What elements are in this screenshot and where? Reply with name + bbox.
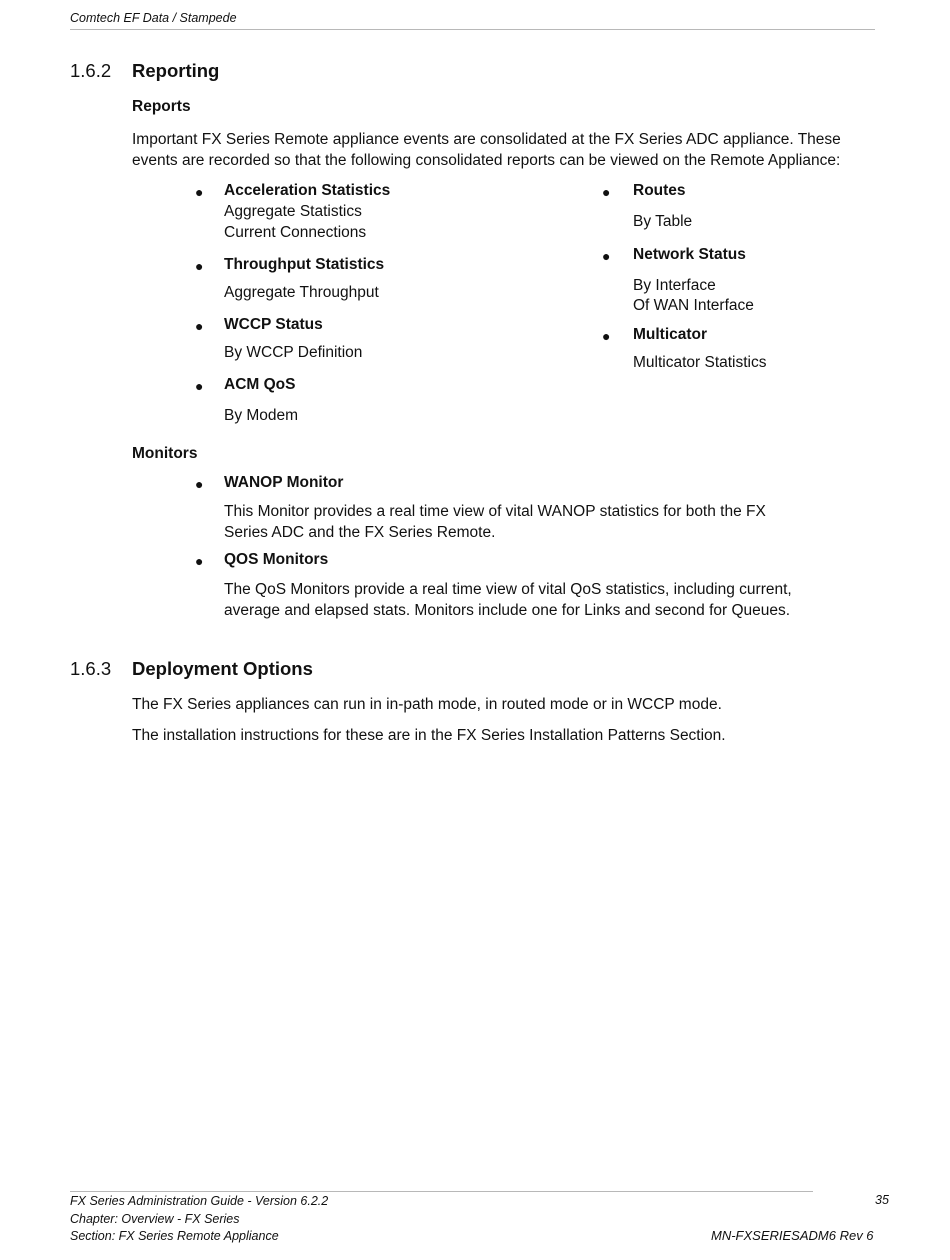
bullet-icon: ● — [195, 258, 204, 274]
page-number: 35 — [875, 1193, 889, 1207]
report-item: Aggregate Statistics — [224, 203, 362, 220]
report-item: By Modem — [224, 407, 299, 424]
report-item: By WCCP Definition — [224, 344, 363, 361]
footer-section: Section: FX Series Remote Appliance — [70, 1229, 279, 1243]
bullet-icon: ● — [602, 328, 611, 344]
report-title: Multicator — [633, 326, 708, 343]
monitor-description-line: The QoS Monitors provide a real time view of vital QoS statistics, including current, — [224, 581, 792, 598]
footer-guide: FX Series Administration Guide - Version 6.2.2 — [70, 1194, 329, 1208]
section-heading-deployment — [70, 658, 313, 680]
report-title: Network Status — [633, 246, 746, 263]
report-item: By Interface — [633, 277, 716, 294]
bullet-icon: ● — [195, 476, 204, 492]
document-id: MN-FXSERIESADM6 Rev 6 — [711, 1228, 874, 1243]
report-title: Throughput Statistics — [224, 256, 385, 273]
report-item: Current Connections — [224, 224, 367, 241]
bullet-icon: ● — [195, 378, 204, 394]
report-title: Routes — [633, 182, 686, 199]
reports-subheading: Reports — [132, 98, 191, 115]
monitor-description — [224, 501, 824, 543]
report-title: Acceleration Statistics — [224, 182, 391, 199]
page-header: Comtech EF Data / Stampede — [70, 11, 875, 30]
bullet-icon: ● — [195, 184, 204, 200]
footer-divider — [70, 1191, 813, 1192]
monitor-description-line: This Monitor provides a real time view of vital WANOP statistics for both the FX — [224, 503, 766, 520]
monitor-description — [224, 579, 824, 621]
report-item: Of WAN Interface — [633, 297, 754, 314]
report-item: By Table — [633, 213, 693, 230]
intro-line: events are recorded so that the following consolidated reports can be viewed on the Remote Appliance: — [132, 152, 841, 169]
report-item: Multicator Statistics — [633, 354, 767, 371]
section-heading-reporting — [70, 60, 219, 82]
intro-line: Important FX Series Remote appliance events are consolidated at the FX Series ADC appliance. These — [132, 131, 841, 148]
intro-paragraph — [132, 129, 872, 171]
section-number: 1.6.3 — [70, 658, 112, 679]
deployment-paragraph: The FX Series appliances can run in in-path mode, in routed mode or in WCCP mode. — [132, 696, 722, 713]
bullet-icon: ● — [195, 553, 204, 569]
monitor-description-line: Series ADC and the FX Series Remote. — [224, 524, 496, 541]
report-title: WCCP Status — [224, 316, 323, 333]
bullet-icon: ● — [195, 318, 204, 334]
report-item: Aggregate Throughput — [224, 284, 379, 301]
section-title: Reporting — [132, 60, 220, 81]
report-title: ACM QoS — [224, 376, 296, 393]
section-title: Deployment Options — [132, 658, 313, 679]
monitor-description-line: average and elapsed stats. Monitors include one for Links and second for Queues. — [224, 602, 791, 619]
monitor-title: QOS Monitors — [224, 551, 329, 568]
bullet-icon: ● — [602, 184, 611, 200]
section-number: 1.6.2 — [70, 60, 112, 81]
monitor-title: WANOP Monitor — [224, 474, 344, 491]
monitors-subheading: Monitors — [132, 445, 198, 462]
footer-info — [70, 1193, 328, 1246]
footer-chapter: Chapter: Overview - FX Series — [70, 1211, 240, 1226]
bullet-icon: ● — [602, 248, 611, 264]
deployment-paragraph: The installation instructions for these are in the FX Series Installation Patterns Section. — [132, 727, 726, 744]
